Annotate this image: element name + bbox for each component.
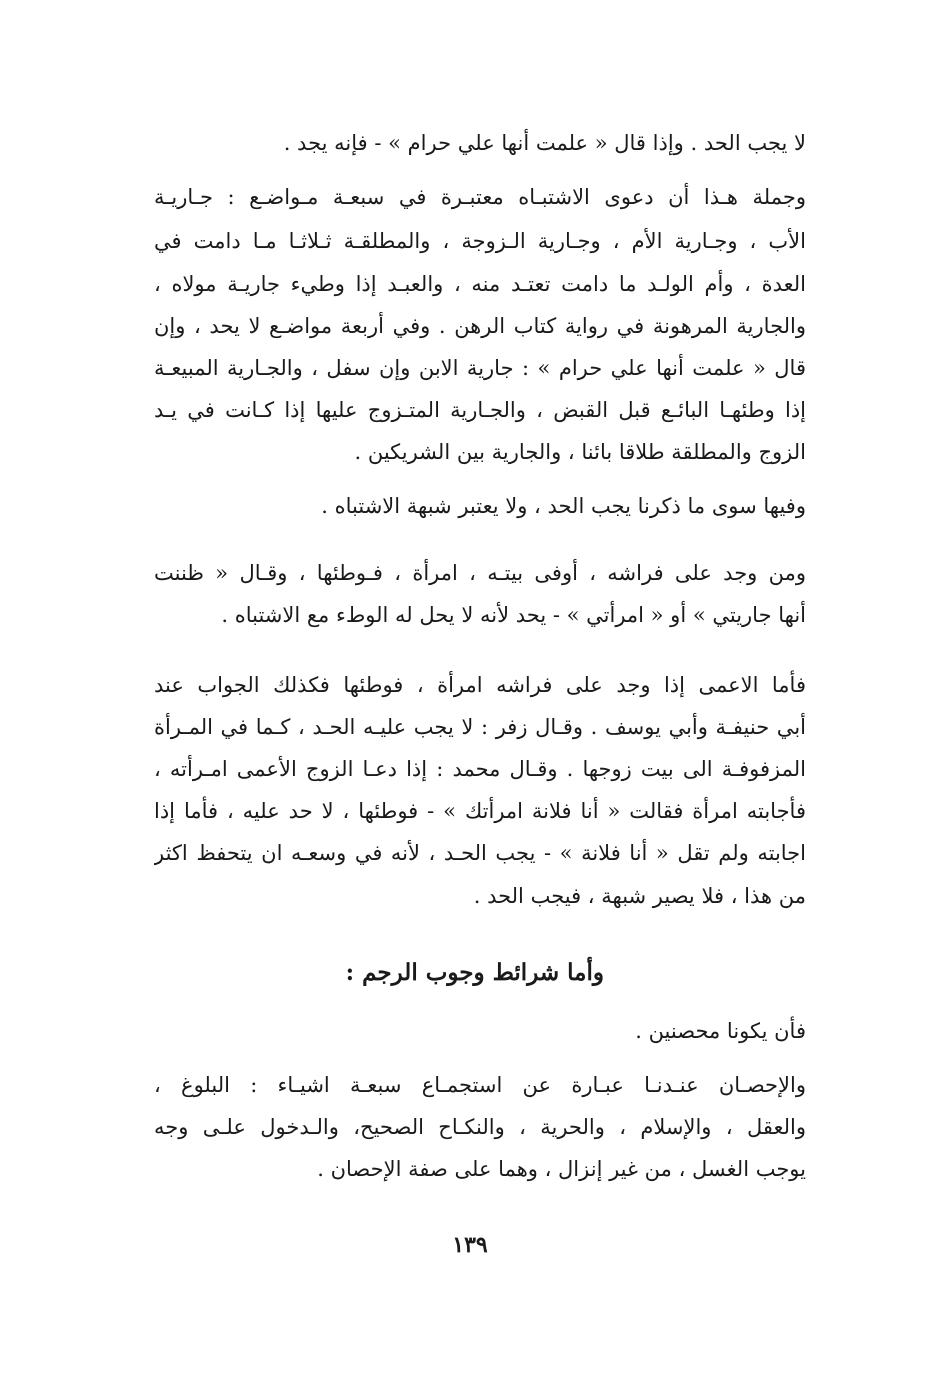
text-line: الزوج والمطلقة طلاقا بائنا ، والجارية بين الشريكين . (354, 440, 806, 464)
text-line: لا يجب الحد . وإذا قال « علمت أنها علي حرام » - فإنه يجد . (283, 131, 806, 155)
text-line: والإحصـان عنـدنـا عبـارة عن استجمـاع سبعـة اشيـاء : البلوغ ، (154, 1073, 806, 1097)
text-line: اجابته ولم تقل « أنا فلانة » - يجب الحـد ، لأنه في وسعـه ان يتحفظ اكثر (154, 841, 806, 865)
section-heading: وأما شرائط وجوب الرجم : (345, 959, 604, 986)
text-line: المزفوفـة الى بيت زوجها . وقـال محمد : إذا دعـا الزوج الأعمى امـرأته ، (154, 757, 806, 781)
text-line: قال « علمت أنها علي حرام » : جارية الابن وإن سفل ، والجـارية المبيعـة (154, 356, 806, 380)
text-line: فأن يكونا محصنين . (635, 1019, 806, 1043)
text-line: الأب ، وجـارية الأم ، وجـارية الـزوجة ، والمطلقـة ثـلاثـا مـا دامت في (154, 229, 806, 253)
text-line: والعقل ، والإسلام ، والحرية ، والنكـاح الصحيح، والـدخول علـى وجه (154, 1115, 806, 1139)
text-line: يوجب الغسل ، من غير إنزال ، وهما على صفة الإحصان . (317, 1157, 806, 1181)
text-line: فأما الاعمى إذا وجد على فراشه امرأة ، فوطئها فكذلك الجواب عند (154, 673, 806, 697)
text-line: أبي حنيفـة وأبي يوسف . وقـال زفر : لا يجب عليـه الحـد ، كـما في المـرأة (154, 715, 806, 739)
text-line: وفيها سوى ما ذكرنا يجب الحد ، ولا يعتبر شبهة الاشتباه . (321, 494, 806, 518)
page-number: ١٣٩ (452, 1232, 488, 1258)
text-line: والجارية المرهونة في رواية كتاب الرهن . وفي أربعة مواضـع لا يحد ، وإن (154, 314, 806, 338)
text-line: وجملة هـذا أن دعوى الاشتبـاه معتبـرة في سبعـة مـواضـع : جـاريـة (154, 185, 806, 209)
text-line: ومن وجد على فراشه ، أوفى بيتـه ، امرأة ، فـوطئها ، وقـال « ظننت (154, 561, 806, 585)
text-line: من هذا ، فلا يصير شبهة ، فيجب الحد . (473, 884, 806, 908)
text-line: أنها جاريتي » أو « امرأتي » - يحد لأنه لا يحل له الوطء مع الاشتباه . (221, 603, 806, 627)
text-line: فأجابته امرأة فقالت « أنا فلانة امرأتك » - فوطئها ، لا حد عليه ، فأما إذا (154, 799, 806, 823)
text-line: العدة ، وأم الولـد ما دامت تعتـد منه ، والعبـد إذا وطيء جاريـة مولاه ، (154, 272, 806, 296)
text-line: إذا وطئهـا البائـع قبل القبض ، والجـارية المتـزوج عليها إذا كـانت في يـد (154, 398, 806, 422)
